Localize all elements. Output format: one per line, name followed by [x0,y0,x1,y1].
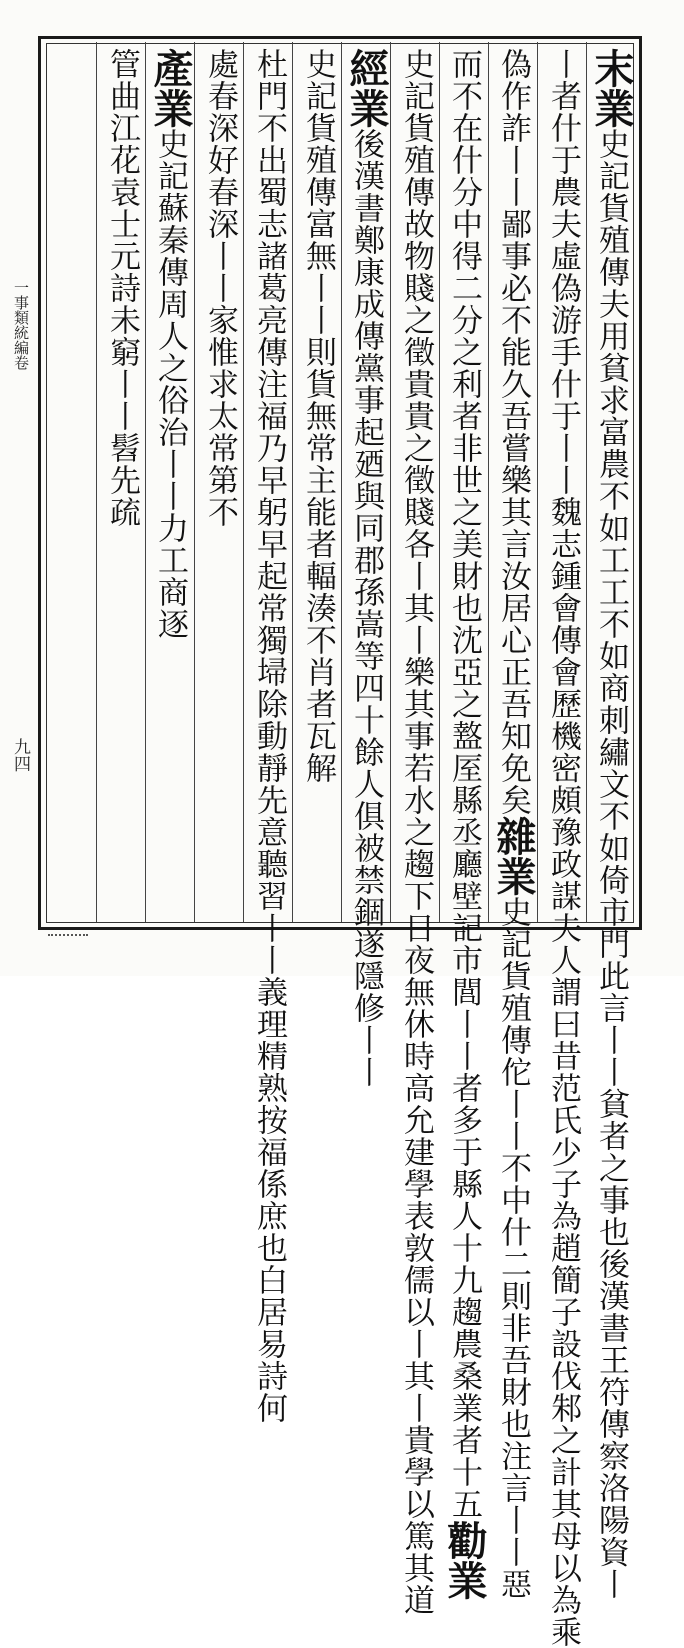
column-rule [145,42,146,922]
text-column-12 [49,48,96,918]
column-text: 史記貨殖傳故物賤之徵貴貴之徵賤各丨其丨樂其事若水之趨下日夜無休時高允建學表敦儒以丨其丨貴學以篤其道 [398,48,434,1616]
margin-side-label: 一事類統編卷 [12,280,30,370]
text-column-7 [294,48,341,918]
column-text: 丨者什于農夫虛偽游手什于丨丨魏志鍾會傳會歷機密頗豫政謀夫人謂曰昔范氏少子為趙簡子設伐邾之計其母以為乘 [545,48,581,1648]
column-text: 杜門不出蜀志諸葛亮傳注福乃早躬早起常獨埽除動靜先意聽習丨丨義理精熟按福係庶也白居易詩何 [251,48,287,1424]
text-column-11 [98,48,145,918]
column-rule [243,42,244,922]
text-column-2 [539,48,586,1648]
term-heading-mo-ye: 末業 [588,48,635,128]
column-rule [194,42,195,922]
column-rule [390,42,391,922]
page-number: 九四 [10,738,30,772]
text-column-3 [490,48,537,1600]
term-heading-quan-ye: 勸業 [441,1520,488,1600]
text-column-6 [343,48,390,1088]
column-rule [537,42,538,922]
column-rule [586,42,587,922]
text-column-1 [588,48,635,1600]
text-column-10 [147,48,194,918]
column-rule [292,42,293,922]
term-heading-chan-ye: 產業 [147,48,194,128]
column-text: 史記貨殖傳夫用貧求富農不如工工不如商刺繡文不如倚市門此言丨丨貧者之事也後漢書王符傳察洛陽資丨 [593,128,629,1600]
column-rule [439,42,440,922]
text-column-9 [196,48,243,918]
column-text: 後漢書鄭康成傳黨事起廼與同郡孫嵩等四十餘人俱被禁錮遂隱修丨丨 [348,128,384,1088]
term-heading-za-ye: 雜業 [490,816,537,896]
bottom-margin-mark [48,934,88,940]
text-column-4 [441,48,488,1600]
column-rule [96,42,97,922]
column-text: 而不在什分中得二分之利者非世之美財也沈亞之盩厔縣丞廳壁記市閭丨丨者多于縣人十九趨農桑業者十五 [446,48,482,1520]
column-text: 管曲江花袁士元詩未窮丨丨髫先疏 [104,48,140,528]
column-text: 處春深好春深丨丨家惟求太常第不 [202,48,238,528]
column-text: 史記貨殖傳富無丨丨則貨無常主能者輻湊不肖者瓦解 [300,48,336,784]
column-text: 史記貨殖傳佗丨丨不中什二則非吾財也注言丨丨惡 [495,896,531,1600]
column-rule [341,42,342,922]
text-column-8 [245,48,292,1424]
column-text: 偽作詐丨丨鄙事必不能久吾嘗樂其言汝居心正吾知免矣 [495,48,531,816]
column-text: 史記蘇秦傳周人之俗治丨丨力工商逐 [152,128,188,640]
text-column-5 [392,48,439,1616]
term-heading-jing-ye: 經業 [343,48,390,128]
column-rule [488,42,489,922]
